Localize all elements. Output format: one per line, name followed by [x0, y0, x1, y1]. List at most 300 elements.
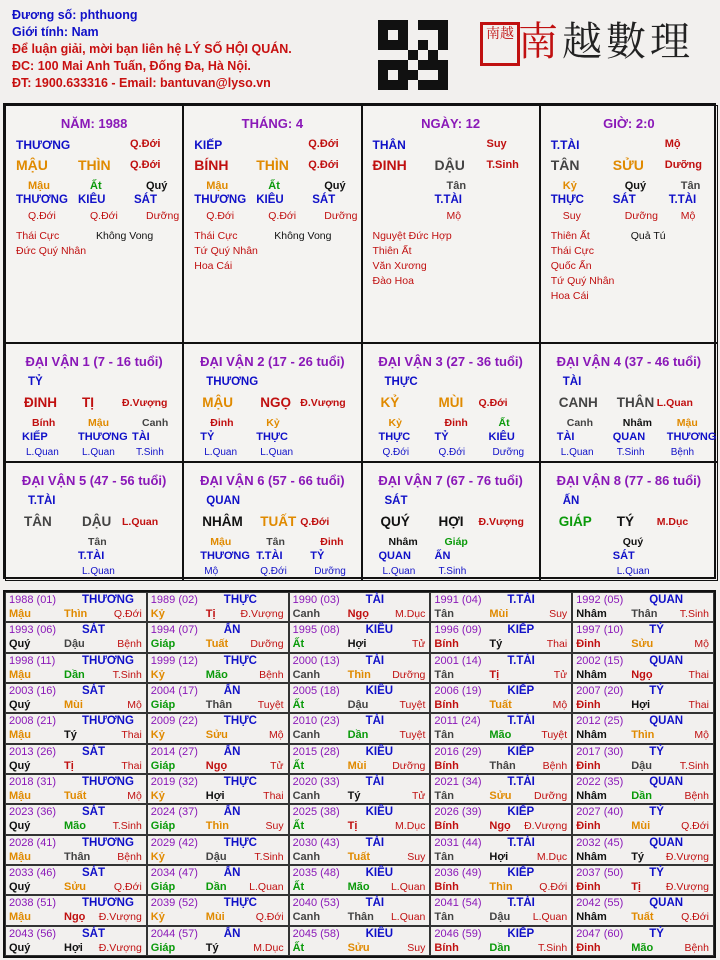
year-stem: Ất [292, 881, 305, 893]
hidden-god: TÀI [556, 431, 575, 443]
year-branch: Ngọ [489, 820, 511, 833]
year-label: 2043 (56) [9, 927, 57, 940]
year-stem: Mậu [9, 668, 31, 681]
year-stem: Ất [292, 699, 305, 711]
year-stem: Đinh [576, 941, 601, 954]
year-branch: Tuất [347, 850, 370, 863]
year-branch: Tuất [64, 790, 87, 802]
year-god: ẤN [223, 927, 241, 940]
year-branch: Dậu [489, 911, 511, 924]
qr-module [428, 50, 438, 60]
year-cell [289, 683, 431, 713]
year-label: 2001 (14) [434, 654, 482, 667]
year-cell [430, 926, 572, 956]
year-label: 2031 (44) [434, 836, 482, 849]
year-stem: Kỷ [150, 850, 165, 863]
year-god: T.TÀI [507, 836, 535, 849]
year-cell [572, 744, 714, 774]
year-branch: Mùi [205, 911, 225, 924]
qr-module [398, 40, 408, 50]
year-branch: Thân [64, 850, 91, 863]
year-stage: Mộ [127, 699, 142, 711]
dai-van-title: ĐẠI VẬN 3 (27 - 36 tuổi) [378, 354, 523, 369]
hidden-god: T.TÀI [78, 550, 105, 562]
year-stage: Tuyệt [399, 699, 426, 711]
year-cell [572, 622, 714, 652]
dai-van-branch: TUẤT [260, 514, 297, 529]
brand-char: 理 [650, 19, 694, 65]
year-god: KIẾP [507, 624, 535, 637]
year-label: 2000 (13) [292, 654, 340, 667]
year-label: 2002 (15) [576, 654, 624, 667]
year-label: 2042 (55) [576, 897, 624, 910]
star-label: Tứ Quý Nhân [194, 245, 258, 257]
year-cell [572, 774, 714, 804]
year-branch: Thân [347, 911, 374, 924]
year-stage: Tử [411, 790, 426, 802]
year-stage: Thai [688, 668, 709, 681]
pillar-branch-stage: Dưỡng [664, 159, 702, 171]
hidden-stage: Q.Đới [260, 566, 287, 577]
pillar-god: THƯƠNG [16, 138, 71, 152]
qr-module [378, 40, 388, 50]
year-stage: Bệnh [117, 850, 142, 863]
year-god: THƯƠNG [82, 594, 134, 606]
year-branch: Sửu [489, 790, 512, 802]
year-cell [289, 895, 431, 925]
year-stage: Bệnh [542, 759, 568, 772]
dai-van-branch: HỢI [438, 514, 464, 529]
hidden-stage: L.Quan [82, 447, 115, 458]
qr-module [388, 40, 398, 50]
dai-van-god: SÁT [384, 495, 408, 507]
year-stem: Tân [434, 850, 454, 863]
year-stem: Đinh [576, 881, 601, 893]
dai-van-stage: Q.Đới [478, 397, 508, 409]
pillar-0 [5, 105, 183, 343]
year-god: THƯƠNG [82, 897, 134, 910]
dai-van-stage: Đ.Vượng [300, 397, 346, 409]
year-stem: Ất [292, 941, 305, 954]
year-stage: L.Quan [390, 881, 426, 893]
qr-module [398, 70, 408, 80]
year-stage: Thai [546, 638, 568, 651]
qr-module [408, 70, 418, 80]
year-label: 2018 (31) [9, 776, 57, 788]
pillar-branch-stage: T.Sinh [486, 159, 519, 171]
hidden-god: THỰC [378, 431, 411, 443]
year-god: SÁT [82, 685, 105, 697]
year-stem: Bính [434, 941, 459, 954]
dai-van-stem: TÂN [24, 514, 52, 529]
hidden-god: SÁT [312, 194, 336, 206]
year-god: QUAN [649, 897, 684, 910]
year-stem: Tân [434, 790, 454, 802]
year-stage: Thai [263, 790, 284, 802]
year-stage: Mộ [127, 790, 142, 802]
year-stage: Bệnh [259, 668, 284, 681]
year-stage: T.Sinh [538, 941, 568, 954]
year-stem: Giáp [150, 881, 176, 893]
year-god: THỰC [223, 776, 257, 788]
year-branch: Mão [631, 941, 654, 954]
year-branch: Thân [631, 608, 658, 620]
year-branch: Mão [64, 820, 86, 833]
year-label: 1999 (12) [150, 654, 198, 667]
year-branch: Thìn [489, 881, 513, 893]
year-cell [147, 622, 289, 652]
year-label: 2008 (21) [9, 715, 57, 728]
year-stem: Nhâm [576, 729, 607, 742]
year-label: 2026 (39) [434, 806, 482, 819]
year-stem: Quý [9, 638, 31, 651]
pillar-branch: SỬU [612, 157, 644, 173]
year-stage: Q.Đới [539, 881, 568, 893]
year-god: QUAN [649, 594, 684, 606]
hidden-stage: Dưỡng [624, 210, 658, 222]
hidden-stem: Mậu [88, 417, 109, 429]
year-stem: Canh [292, 850, 321, 863]
hidden-god: QUAN [612, 431, 646, 443]
year-label: 2021 (34) [434, 776, 482, 788]
year-stage: M.Dục [395, 820, 426, 833]
hidden-god: KIÊU [488, 431, 515, 443]
year-cell [572, 804, 714, 834]
year-stage: M.Dục [253, 941, 284, 954]
year-stage: L.Quan [532, 911, 568, 924]
pillar-god: THÂN [372, 138, 406, 152]
dai-van-stage: Đ.Vượng [122, 397, 168, 409]
brand-char: 數 [606, 19, 650, 65]
year-branch: Sửu [631, 638, 654, 651]
year-branch: Thìn [631, 729, 655, 742]
year-cell [147, 744, 289, 774]
pillar-branch-stage: Q.Đới [308, 159, 339, 171]
year-stem: Giáp [150, 941, 176, 954]
year-god: T.TÀI [507, 594, 535, 606]
year-branch: Tuất [489, 699, 512, 711]
year-label: 1989 (02) [150, 594, 198, 606]
year-god: SÁT [82, 867, 105, 879]
year-stage: Mộ [694, 729, 709, 742]
hidden-stem: Quý [622, 536, 644, 548]
hidden-stem: Ất [268, 180, 280, 192]
dai-van-stem: QUÝ [380, 514, 410, 529]
year-god: KIẾP [507, 927, 535, 940]
year-branch: Hợi [489, 850, 509, 863]
year-label: 2005 (18) [292, 685, 340, 697]
year-god: KIẾP [507, 745, 535, 758]
year-cell [289, 622, 431, 652]
star-label: Không Vong [96, 230, 154, 242]
year-god: ẤN [223, 806, 241, 819]
year-stage: Đ.Vượng [524, 820, 568, 833]
hidden-stem: Canh [142, 417, 169, 429]
star-label: Thái Cực [550, 245, 594, 257]
year-label: 2004 (17) [150, 685, 198, 697]
year-stem: Giáp [150, 638, 176, 651]
year-stage: Suy [265, 820, 284, 833]
year-branch: Tý [205, 941, 219, 954]
year-cell [572, 865, 714, 895]
year-label: 1994 (07) [150, 624, 198, 637]
year-stem: Nhâm [576, 850, 607, 863]
year-stem: Bính [434, 881, 459, 893]
year-cell [572, 926, 714, 956]
hidden-stage: Dưỡng [314, 566, 346, 577]
dai-van-god: ẤN [562, 495, 580, 507]
dai-van-stem: KỶ [380, 395, 400, 410]
year-label: 2014 (27) [150, 745, 198, 758]
year-stem: Bính [434, 638, 459, 651]
year-label: 2032 (45) [576, 836, 624, 849]
year-branch: Sửu [205, 729, 228, 742]
year-stem: Kỷ [150, 608, 165, 620]
year-stem: Ất [292, 638, 305, 651]
pillar-branch-stage: Q.Đới [130, 159, 161, 171]
year-label: 2025 (38) [292, 806, 340, 819]
year-label: 2003 (16) [9, 685, 57, 697]
year-god: TÀI [365, 836, 385, 849]
year-god: THỰC [223, 897, 257, 910]
year-stem: Giáp [150, 699, 176, 711]
hidden-god: TÀI [132, 431, 150, 443]
dai-van-1 [5, 343, 183, 462]
year-cell [147, 865, 289, 895]
header-line: Đương số: phthuong [12, 8, 138, 22]
year-cell [147, 683, 289, 713]
year-stage: Đ.Vượng [240, 608, 284, 620]
year-stem: Bính [434, 820, 459, 833]
hidden-god: TỶ [434, 431, 449, 443]
qr-module [398, 80, 408, 90]
qr-code [378, 20, 448, 90]
year-stem: Quý [9, 820, 31, 833]
year-god: QUAN [649, 654, 684, 667]
qr-module [378, 60, 388, 70]
year-god: TỶ [649, 685, 664, 697]
hidden-stem: Kỷ [266, 417, 280, 429]
dai-van-title: ĐẠI VẬN 1 (7 - 16 tuổi) [25, 354, 163, 369]
qr-module [378, 20, 388, 30]
year-cell [289, 926, 431, 956]
year-god: THỰC [223, 715, 257, 728]
year-branch: Ngọ [347, 608, 369, 620]
hidden-stage: Mộ [680, 210, 696, 222]
year-stage: L.Quan [390, 911, 426, 924]
hidden-god: T.TÀI [434, 194, 462, 206]
qr-module [418, 60, 428, 70]
pillar-3 [540, 105, 718, 343]
pillar-branch: THÌN [78, 157, 111, 173]
year-god: THỰC [223, 836, 257, 849]
dai-van-2 [183, 343, 361, 462]
year-stage: T.Sinh [112, 820, 142, 833]
pillar-god-stage: Mộ [664, 138, 681, 150]
year-label: 2023 (36) [9, 806, 57, 819]
star-label: Hoa Cái [550, 290, 589, 302]
year-branch: Ngọ [631, 668, 653, 681]
hidden-god: THƯƠNG [200, 550, 250, 562]
hidden-stem: Ất [90, 180, 102, 192]
qr-module [438, 60, 448, 70]
year-god: THỰC [223, 654, 257, 667]
year-god: T.TÀI [507, 897, 535, 910]
year-label: 2016 (29) [434, 745, 482, 758]
hidden-god: KIẾP [22, 431, 48, 443]
star-label: Không Vong [274, 230, 332, 242]
year-stem: Bính [434, 759, 459, 772]
year-branch: Tý [631, 850, 645, 863]
year-stage: Tử [270, 759, 284, 772]
qr-module [408, 50, 418, 60]
dai-van-stage: L.Quan [122, 516, 159, 528]
year-cell [430, 653, 572, 683]
qr-module [418, 40, 428, 50]
year-stage: Tuyệt [257, 699, 284, 711]
year-cell [289, 592, 431, 622]
year-branch: Dần [64, 668, 85, 681]
year-stage: Bệnh [684, 790, 709, 802]
hidden-stage: L.Quan [616, 566, 650, 577]
year-label: 1995 (08) [292, 624, 340, 637]
star-label: Đức Quý Nhân [16, 245, 87, 257]
year-branch: Dần [347, 729, 369, 742]
star-label: Hoa Cái [194, 260, 233, 272]
year-god: ẤN [223, 745, 241, 758]
year-branch: Tý [489, 638, 503, 651]
year-stage: Thai [121, 729, 142, 742]
seal-text: 南越 [486, 26, 514, 42]
year-label: 1990 (03) [292, 594, 340, 606]
year-branch: Thìn [205, 820, 230, 833]
year-label: 2044 (57) [150, 927, 198, 940]
pillar-god-stage: Suy [486, 138, 507, 150]
year-god: KIÊU [365, 685, 394, 697]
year-label: 2029 (42) [150, 836, 198, 849]
hidden-god: ẤN [434, 550, 451, 562]
year-label: 2006 (19) [434, 685, 482, 697]
dai-van-stem: NHÂM [202, 514, 243, 529]
hidden-stem: Bính [32, 417, 56, 429]
yearly-table [3, 590, 716, 958]
qr-module [418, 20, 428, 30]
pillar-2 [362, 105, 540, 343]
brand-logo [518, 10, 718, 80]
year-stage: M.Dục [395, 608, 426, 620]
year-label: 2028 (41) [9, 836, 57, 849]
year-stem: Đinh [576, 638, 601, 651]
year-stage: Dưỡng [392, 668, 426, 681]
star-label: Thiên Ất [550, 230, 590, 242]
hidden-god: KIÊU [256, 194, 284, 206]
hidden-stage: Dưỡng [324, 210, 358, 222]
year-cell [572, 713, 714, 743]
year-branch: Tị [489, 668, 500, 681]
year-god: TÀI [365, 594, 385, 606]
year-label: 2022 (35) [576, 776, 624, 788]
hidden-god: T.TÀI [668, 194, 697, 206]
dai-van-branch: THÂN [616, 395, 655, 410]
star-label: Quốc Ấn [550, 260, 592, 272]
year-cell [147, 926, 289, 956]
hidden-stem: Giáp [444, 536, 468, 548]
star-label: Tứ Quý Nhân [550, 275, 615, 287]
year-stem: Tân [434, 668, 454, 681]
dai-van-3 [362, 343, 540, 462]
year-stage: Suy [407, 850, 426, 863]
pillar-god: T.TÀI [550, 138, 580, 152]
year-label: 1996 (09) [434, 624, 482, 637]
year-label: 2040 (53) [292, 897, 340, 910]
year-stem: Quý [9, 759, 31, 772]
year-stage: Tuyệt [399, 729, 426, 742]
year-stage: Đ.Vượng [665, 881, 709, 893]
year-god: KIÊU [365, 867, 394, 879]
year-god: SÁT [82, 806, 105, 819]
dai-van-god: THƯƠNG [206, 376, 259, 388]
hidden-stage: Q.Đới [28, 210, 56, 222]
year-stem: Kỷ [150, 911, 165, 924]
pillar-branch: THÌN [256, 157, 289, 173]
star-label: Thái Cực [16, 230, 60, 242]
year-label: 1992 (05) [576, 594, 624, 606]
year-label: 2041 (54) [434, 897, 482, 910]
hidden-stage: Dưỡng [492, 447, 525, 458]
dai-van-god: TỶ [28, 376, 43, 388]
year-cell [5, 683, 147, 713]
year-label: 2012 (25) [576, 715, 624, 728]
year-stem: Canh [292, 911, 321, 924]
year-branch: Thân [489, 759, 516, 772]
year-god: THƯƠNG [82, 836, 134, 849]
qr-module [438, 80, 448, 90]
qr-module [428, 80, 438, 90]
hidden-stem: Đinh [210, 417, 234, 429]
hidden-stage: Mộ [446, 210, 462, 222]
year-branch: Hợi [205, 790, 225, 802]
hidden-stage: T.Sinh [616, 447, 645, 458]
dai-van-stem: CANH [558, 395, 598, 410]
pillar-title: NĂM: 1988 [60, 116, 128, 131]
year-stem: Kỷ [150, 729, 165, 742]
year-cell [430, 683, 572, 713]
dai-van-6 [183, 462, 361, 581]
year-cell [430, 713, 572, 743]
hidden-god: KIÊU [78, 194, 106, 206]
year-god: KIÊU [365, 927, 394, 940]
dai-van-title: ĐẠI VẬN 5 (47 - 56 tuổi) [21, 473, 167, 488]
year-cell [147, 804, 289, 834]
pillar-stem: MẬU [16, 157, 48, 173]
year-god: T.TÀI [507, 715, 535, 728]
year-god: KIẾP [507, 867, 535, 879]
pillar-stem: ĐINH [372, 157, 407, 173]
year-label: 2034 (47) [150, 867, 198, 879]
year-cell [430, 592, 572, 622]
year-cell [5, 926, 147, 956]
hidden-stem: Mậu [676, 417, 698, 429]
year-cell [572, 592, 714, 622]
year-label: 2047 (60) [576, 927, 624, 940]
year-god: TỶ [649, 745, 664, 758]
year-stage: M.Dục [536, 850, 568, 863]
star-label: Quả Tú [630, 230, 666, 242]
year-stage: T.Sinh [254, 850, 284, 863]
hidden-stem: Mậu [28, 180, 50, 192]
year-branch: Thìn [64, 608, 88, 620]
qr-module [398, 20, 408, 30]
